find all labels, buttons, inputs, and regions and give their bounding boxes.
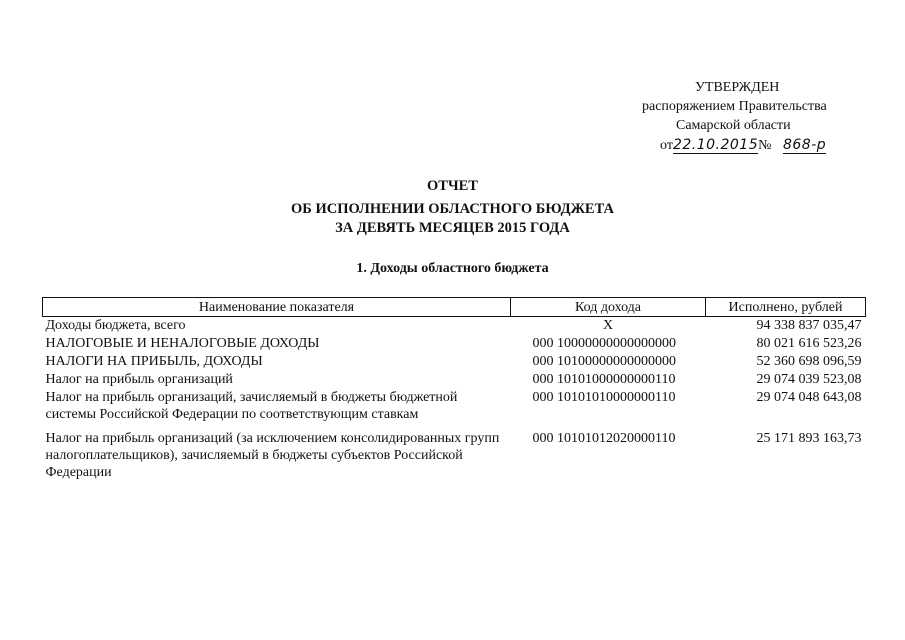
header-amount: Исполнено, рублей [706,298,866,317]
approval-date-line [660,136,826,155]
header-name: Наименование показателя [43,298,511,317]
row-name: НАЛОГОВЫЕ И НЕНАЛОГОВЫЕ ДОХОДЫ [45,336,320,351]
row-name: Налог на прибыль организаций (за исключением консолидированных групп налогоплательщиков), зачисляемый в бюджеты субъектов Российской Федерации [45,431,500,480]
table-row [43,371,866,389]
row-code: 000 10101010000000110 [532,390,676,405]
report-subtitle: ОБ ИСПОЛНЕНИИ ОБЛАСТНОГО БЮДЖЕТА [290,201,615,217]
table-header-row [43,298,866,317]
row-amount: 29 074 039 523,08 [756,372,862,387]
table-row [43,353,866,371]
row-code: 000 10000000000000000 [532,336,676,351]
row-amount: 94 338 837 035,47 [756,318,862,333]
table-row [43,389,866,424]
approval-region: Самарской области [676,118,791,133]
handwritten-number: 868-р [782,137,827,153]
row-code: X [602,318,614,333]
table-row [43,424,866,482]
row-amount: 80 021 616 523,26 [756,336,862,351]
row-code: 000 10101000000000110 [532,372,676,387]
report-period: ЗА ДЕВЯТЬ МЕСЯЦЕВ 2015 ГОДА [335,220,570,236]
row-code: 000 10100000000000000 [532,354,676,369]
row-name: Налог на прибыль организаций [45,372,233,387]
report-title: ОТЧЕТ [427,178,478,194]
section-title: 1. Доходы областного бюджета [356,261,549,276]
approval-authority: распоряжением Правительства [642,99,827,114]
table-row [43,335,866,353]
income-table [42,297,866,482]
row-name: НАЛОГИ НА ПРИБЫЛЬ, ДОХОДЫ [45,354,263,369]
row-code: 000 10101012020000110 [532,431,676,446]
row-amount: 29 074 048 643,08 [756,390,862,405]
date-prefix: от [660,138,673,153]
handwritten-date: 22.10.2015 [672,137,759,153]
row-name: Доходы бюджета, всего [45,318,186,333]
row-amount: 25 171 893 163,73 [756,431,862,446]
approval-title: УТВЕРЖДЕН [695,80,780,95]
header-code: Код дохода [511,298,706,317]
table-row [43,317,866,336]
row-name: Налог на прибыль организаций, зачисляемый в бюджеты бюджетной системы Российской Федерации по соответствующим ставкам [45,390,458,422]
row-amount: 52 360 698 096,59 [756,354,862,369]
number-prefix: № [758,138,772,153]
